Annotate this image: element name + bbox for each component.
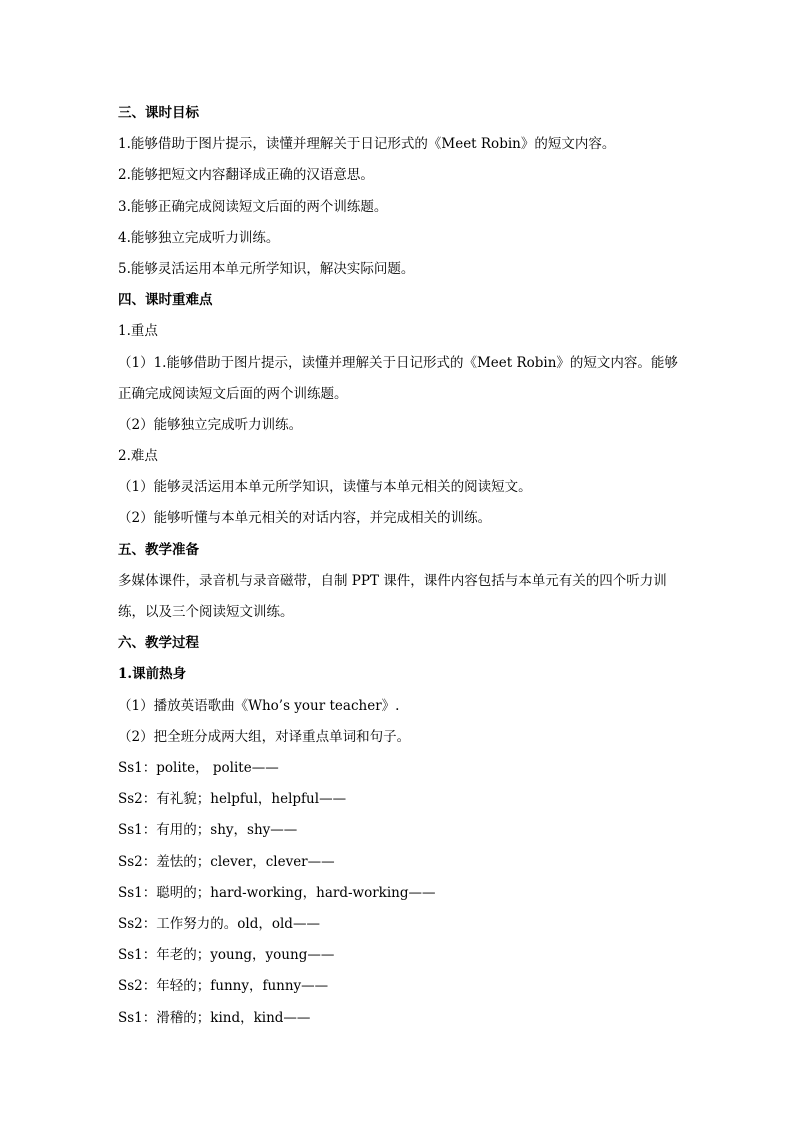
dialogue-line: Ss2：工作努力的。old，old—— bbox=[118, 915, 320, 932]
dialogue-line: Ss1：polite， polite—— bbox=[118, 760, 279, 776]
document-page bbox=[118, 98, 678, 1034]
key-point-item: （1）1.能够借助于图片提示，读懂并理解关于日记形式的《Meet Robin》的短文内容。能够正确完成阅读短文后面的两个训练题。 bbox=[118, 354, 678, 402]
dialogue-line: Ss1：聪明的；hard-working，hard-working—— bbox=[118, 884, 436, 901]
section-heading-preparation: 五、教学准备 bbox=[118, 541, 199, 558]
section-heading-key-points: 四、课时重难点 bbox=[118, 292, 213, 309]
subheading-warm-up: 1.课前热身 bbox=[118, 666, 187, 683]
objective-item: 5.能够灵活运用本单元所学知识，解决实际问题。 bbox=[118, 260, 415, 277]
preparation-text: 多媒体课件，录音机与录音磁带，自制 PPT 课件，课件内容包括与本单元有关的四个听力训练，以及三个阅读短文训练。 bbox=[118, 572, 667, 621]
process-step: （1）播放英语歌曲《Who’s your teacher》. bbox=[118, 697, 400, 714]
dialogue-line: Ss1：有用的；shy，shy—— bbox=[118, 822, 298, 839]
key-point-label: 1.重点 bbox=[118, 323, 158, 340]
dialogue-line: Ss2：有礼貌；helpful，helpful—— bbox=[118, 791, 347, 808]
difficulty-item: （1）能够灵活运用本单元所学知识，读懂与本单元相关的阅读短文。 bbox=[118, 479, 532, 496]
objective-item: 2.能够把短文内容翻译成正确的汉语意思。 bbox=[118, 167, 374, 184]
section-heading-process: 六、教学过程 bbox=[118, 635, 199, 652]
objective-item: 3.能够正确完成阅读短文后面的两个训练题。 bbox=[118, 198, 388, 215]
dialogue-line: Ss1：滑稽的；kind，kind—— bbox=[118, 1009, 311, 1026]
process-step: （2）把全班分成两大组，对译重点单词和句子。 bbox=[118, 728, 411, 745]
dialogue-line: Ss2：羞怯的；clever，clever—— bbox=[118, 853, 335, 870]
dialogue-line: Ss1：年老的；young，young—— bbox=[118, 947, 335, 964]
objective-item: 4.能够独立完成听力训练。 bbox=[118, 229, 280, 246]
section-heading-objectives: 三、课时目标 bbox=[118, 105, 199, 121]
dialogue-line: Ss2：年轻的；funny，funny—— bbox=[118, 978, 329, 995]
difficulty-item: （2）能够听懂与本单元相关的对话内容，并完成相关的训练。 bbox=[118, 510, 492, 527]
difficulty-label: 2.难点 bbox=[118, 448, 158, 465]
objective-item: 1.能够借助于图片提示，读懂并理解关于日记形式的《Meet Robin》的短文内容。 bbox=[118, 136, 616, 153]
key-point-item: （2）能够独立完成听力训练。 bbox=[118, 416, 303, 433]
